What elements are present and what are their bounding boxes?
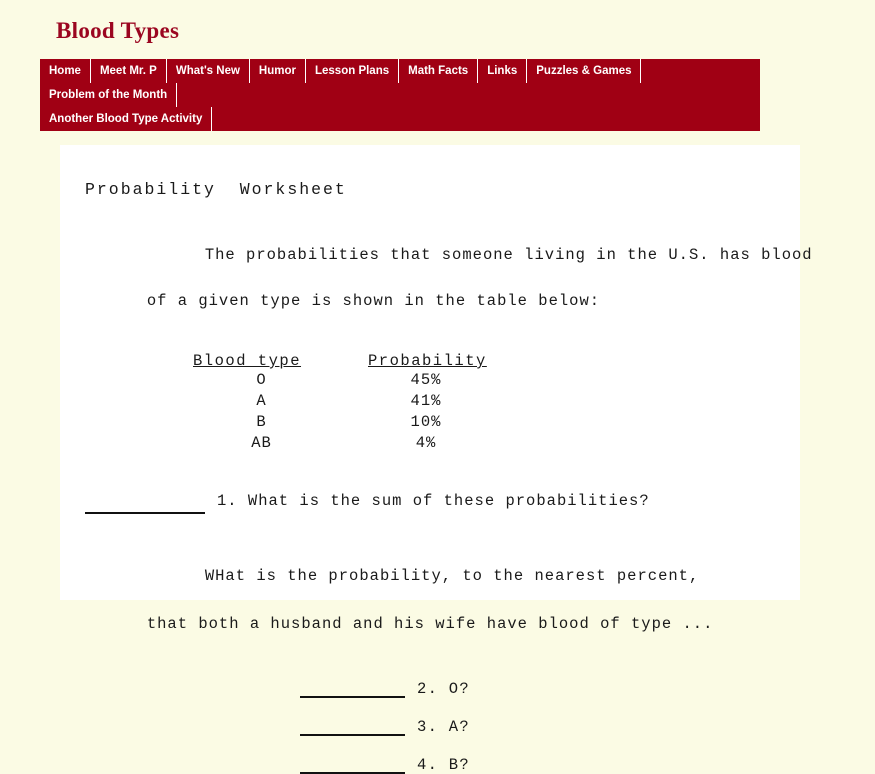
worksheet-scan [60, 145, 813, 774]
worksheet-title: Probability Worksheet [85, 180, 347, 199]
cell-blood-type: O [256, 371, 267, 389]
cell-blood-type: AB [251, 434, 272, 452]
intro-line-2: of a given type is shown in the table below: [146, 292, 601, 310]
nav-item-whats-new[interactable]: What's New [167, 59, 250, 83]
table-row [193, 391, 800, 412]
worksheet-intro [85, 221, 875, 336]
cell-probability: 45% [410, 371, 442, 389]
cell-probability: 41% [410, 392, 442, 410]
question-1-text: 1. What is the sum of these probabilities? [217, 492, 650, 510]
intro-line-1: The probabilities that someone living in the U.S. has blood [204, 246, 813, 264]
nav-item-math-facts[interactable]: Math Facts [399, 59, 478, 83]
question-3 [300, 718, 800, 736]
cell-blood-type: B [256, 413, 267, 431]
question-4 [300, 756, 800, 774]
main-navigation [40, 59, 760, 131]
nav-item-links[interactable]: Links [478, 59, 527, 83]
answer-blank [300, 721, 405, 736]
nav-item-another-blood-type-activity[interactable]: Another Blood Type Activity [40, 107, 212, 131]
question-2 [300, 680, 800, 698]
cell-probability: 10% [410, 413, 442, 431]
cell-blood-type: A [256, 392, 267, 410]
mid-line-2: that both a husband and his wife have blood of type ... [146, 615, 714, 633]
mid-line-1: WHat is the probability, to the nearest percent, [204, 567, 700, 585]
nav-item-meet-mr-p[interactable]: Meet Mr. P [91, 59, 167, 83]
question-2-text: 2. O? [417, 680, 471, 698]
question-1 [85, 488, 800, 514]
nav-item-humor[interactable]: Humor [250, 59, 306, 83]
nav-item-lesson-plans[interactable]: Lesson Plans [306, 59, 399, 83]
question-3-text: 3. A? [417, 718, 471, 736]
cell-probability: 4% [415, 434, 437, 452]
answer-blank [85, 499, 205, 514]
table-header-probability: Probability [368, 352, 487, 370]
table-header-row [193, 352, 800, 370]
question-4-text: 4. B? [417, 756, 471, 774]
nav-row-secondary [40, 107, 760, 131]
table-row [193, 370, 800, 391]
nav-item-home[interactable]: Home [40, 59, 91, 83]
blood-type-probability-table [193, 352, 800, 454]
table-row [193, 412, 800, 433]
nav-item-puzzles-games[interactable]: Puzzles & Games [527, 59, 641, 83]
worksheet-mid-paragraph [85, 540, 800, 660]
answer-blank [300, 683, 405, 698]
table-header-blood-type: Blood type [193, 352, 302, 370]
answer-blank [300, 759, 405, 774]
nav-item-problem-of-the-month[interactable]: Problem of the Month [40, 83, 177, 107]
table-row [193, 433, 800, 454]
page-title: Blood Types [56, 18, 180, 43]
